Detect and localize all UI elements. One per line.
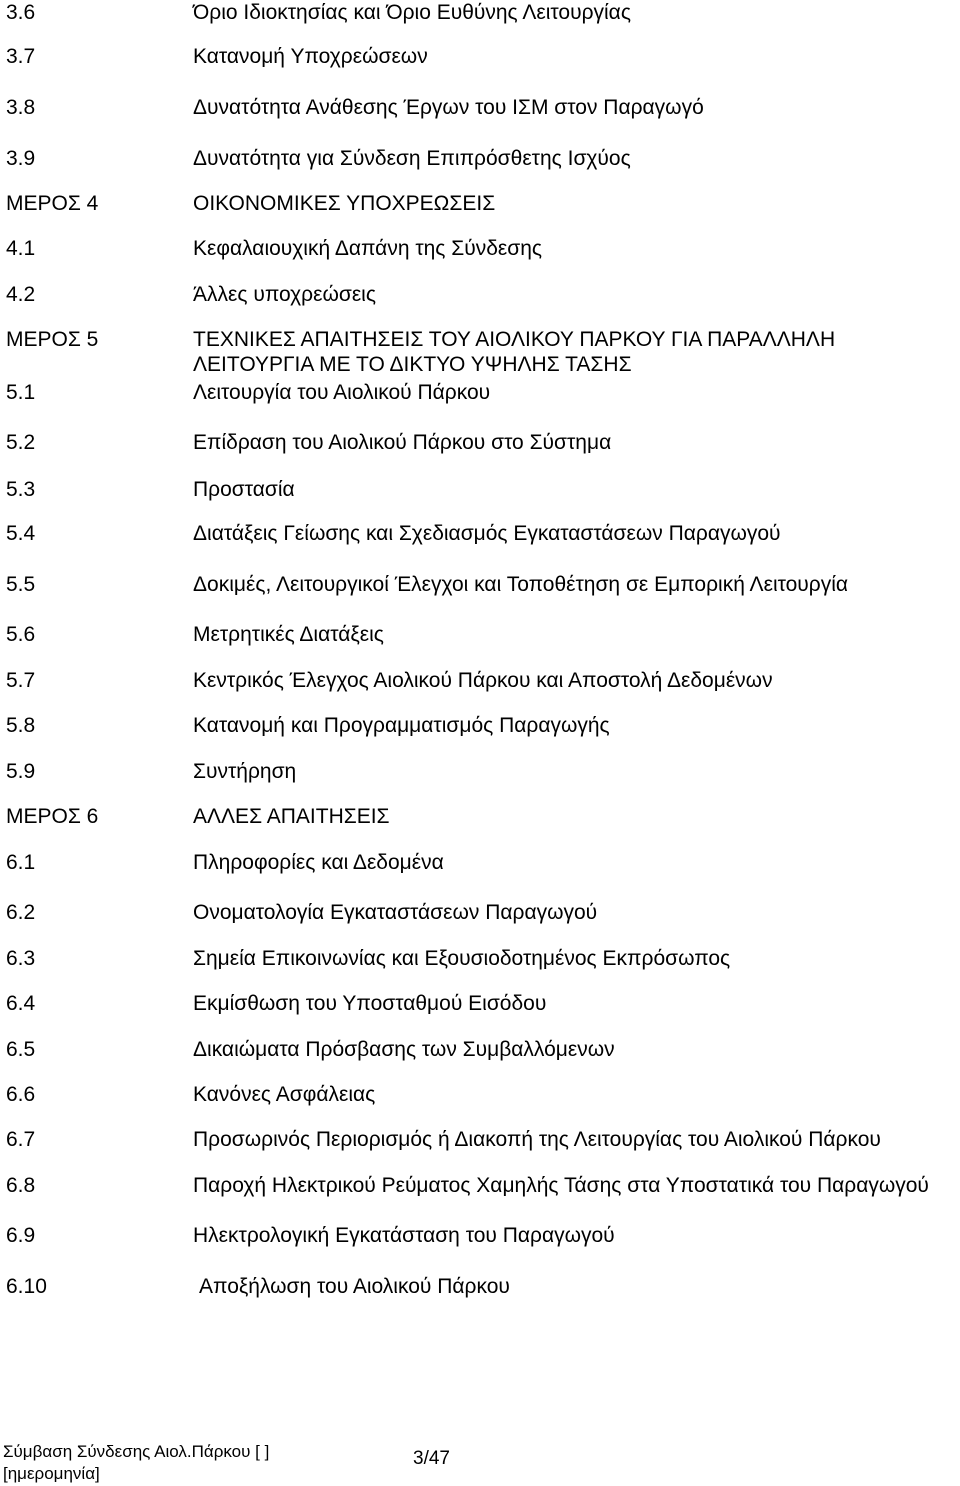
- toc-title: Δικαιώματα Πρόσβασης των Συμβαλλόμενων: [193, 1038, 615, 1061]
- toc-number: 5.4: [6, 522, 36, 545]
- toc-title: Όριο Ιδιοκτησίας και Όριο Ευθύνης Λειτουργίας: [193, 1, 631, 24]
- toc-number: 6.5: [6, 1038, 36, 1061]
- toc-number: 6.10: [6, 1275, 47, 1298]
- toc-title: Συντήρηση: [193, 760, 297, 783]
- toc-number: 6.8: [6, 1174, 36, 1197]
- toc-title: Κανόνες Ασφάλειας: [193, 1083, 376, 1106]
- toc-number: 5.6: [6, 623, 36, 646]
- toc-title: Λειτουργία του Αιολικού Πάρκου: [193, 381, 491, 404]
- toc-title: Δυνατότητα για Σύνδεση Επιπρόσθετης Ισχύος: [193, 147, 631, 170]
- toc-title: Επίδραση του Αιολικού Πάρκου στο Σύστημα: [193, 431, 612, 454]
- toc-title: Κεφαλαιουχική Δαπάνη της Σύνδεσης: [193, 237, 543, 260]
- toc-number: 5.9: [6, 760, 36, 783]
- toc-title: Σημεία Επικοινωνίας και Εξουσιοδοτημένος Εκπρόσωπος: [193, 947, 731, 970]
- footer-page-number: 3/47: [413, 1448, 450, 1469]
- toc-number: 6.9: [6, 1224, 36, 1247]
- toc-number: 5.5: [6, 573, 36, 596]
- toc-title: Μετρητικές Διατάξεις: [193, 623, 384, 646]
- toc-title: Αποξήλωση του Αιολικού Πάρκου: [199, 1275, 510, 1298]
- toc-title: Διατάξεις Γείωσης και Σχεδιασμός Εγκαταστάσεων Παραγωγού: [193, 522, 781, 545]
- toc-title: Δοκιμές, Λειτουργικοί Έλεγχοι και Τοποθέτηση σε Εμπορική Λειτουργία: [193, 573, 849, 596]
- toc-number: 3.9: [6, 147, 36, 170]
- toc-title: Παροχή Ηλεκτρικού Ρεύματος Χαμηλής Τάσης στα Υποστατικά του Παραγωγού: [193, 1174, 929, 1197]
- toc-title: Εκμίσθωση του Υποσταθμού Εισόδου: [193, 992, 547, 1015]
- toc-number: 6.4: [6, 992, 36, 1015]
- toc-title: Δυνατότητα Ανάθεσης Έργων του ΙΣΜ στον Παραγωγό: [193, 96, 704, 119]
- toc-title: Προσωρινός Περιορισμός ή Διακοπή της Λειτουργίας του Αιολικού Πάρκου: [193, 1128, 881, 1151]
- toc-part-title: ΟΙΚΟΝΟΜΙΚΕΣ ΥΠΟΧΡΕΩΣΕΙΣ: [193, 192, 496, 215]
- toc-title: Πληροφορίες και Δεδομένα: [193, 851, 444, 874]
- toc-part-title: ΑΛΛΕΣ ΑΠΑΙΤΗΣΕΙΣ: [193, 805, 390, 828]
- toc-number: 5.8: [6, 714, 36, 737]
- toc-number: 3.7: [6, 45, 36, 68]
- toc-title: Ηλεκτρολογική Εγκατάσταση του Παραγωγού: [193, 1224, 615, 1247]
- footer-document-title: Σύμβαση Σύνδεσης Αιολ.Πάρκου [ ]: [3, 1442, 270, 1461]
- toc-title: Κατανομή και Προγραμματισμός Παραγωγής: [193, 714, 610, 737]
- toc-number: 6.6: [6, 1083, 36, 1106]
- toc-title: Κεντρικός Έλεγχος Αιολικού Πάρκου και Αποστολή Δεδομένων: [193, 669, 773, 692]
- toc-title: Προστασία: [193, 478, 295, 501]
- toc-number: 5.3: [6, 478, 36, 501]
- toc-title: Ονοματολογία Εγκαταστάσεων Παραγωγού: [193, 901, 598, 924]
- toc-part-title-line1: ΤΕΧΝΙΚΕΣ ΑΠΑΙΤΗΣΕΙΣ ΤΟΥ ΑΙΟΛΙΚΟΥ ΠΑΡΚΟΥ ΓΙΑ ΠΑΡΑΛΛΗΛΗ: [193, 328, 836, 351]
- toc-title: Κατανομή Υποχρεώσεων: [193, 45, 428, 68]
- toc-number: 4.1: [6, 237, 36, 260]
- toc-part-number: ΜΕΡΟΣ 4: [6, 192, 99, 215]
- footer-document-date: [ημερομηνία]: [3, 1464, 100, 1483]
- toc-number: 6.7: [6, 1128, 36, 1151]
- toc-number: 6.3: [6, 947, 36, 970]
- toc-number: 3.8: [6, 96, 36, 119]
- toc-part-title-line2: ΛΕΙΤΟΥΡΓΙΑ ΜΕ ΤΟ ΔΙΚΤΥΟ ΥΨΗΛΗΣ ΤΑΣΗΣ: [193, 353, 632, 376]
- toc-number: 5.1: [6, 381, 36, 404]
- toc-number: 5.2: [6, 431, 36, 454]
- toc-title: Άλλες υποχρεώσεις: [193, 283, 376, 306]
- toc-part-number: ΜΕΡΟΣ 5: [6, 328, 99, 351]
- toc-part-number: ΜΕΡΟΣ 6: [6, 805, 99, 828]
- toc-number: 6.2: [6, 901, 36, 924]
- toc-number: 6.1: [6, 851, 36, 874]
- toc-number: 3.6: [6, 1, 36, 24]
- toc-number: 5.7: [6, 669, 36, 692]
- toc-number: 4.2: [6, 283, 36, 306]
